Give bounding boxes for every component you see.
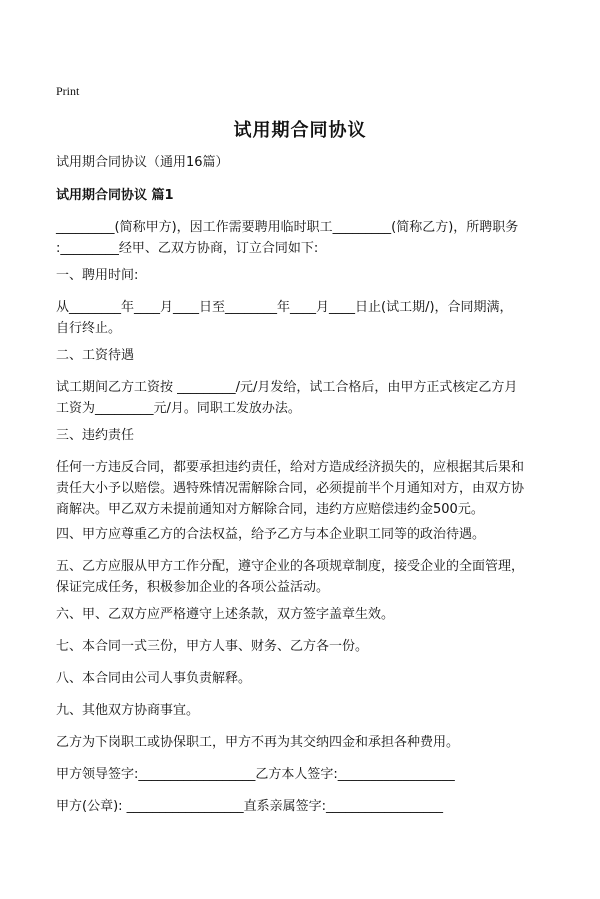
section-heading: 试用期合同协议 篇1 (56, 188, 174, 203)
note-paragraph: 乙方为下岗职工或协保职工，甲方不再为其交纳四金和承担各种费用。 (56, 735, 460, 750)
text-line: 工资为_________元/月。同职工发放办法。 (56, 401, 301, 416)
text-line: :_________经甲、乙双方协商，订立合同如下: (56, 241, 319, 256)
clause-5 (56, 556, 556, 598)
clause-6: 六、甲、乙双方应严格遵守上述条款，双方签字盖章生效。 (56, 607, 395, 622)
document-title: 试用期合同协议 (233, 120, 367, 141)
text-line: 试工期间乙方工资按 _________/元/月发给，试工合格后，由甲方正式核定乙方月 (56, 380, 518, 395)
wage-paragraph (56, 377, 556, 419)
clause-heading-2: 二、工资待遇 (56, 348, 135, 363)
clause-heading-3: 三、违约责任 (56, 428, 135, 443)
term-paragraph (56, 297, 556, 339)
signature-line-2: 甲方(公章): __________________直系亲属签字:__________________ (56, 799, 444, 814)
text-line: 五、乙方应服从甲方工作分配，遵守企业的各项规章制度，接受企业的全面管理， (56, 559, 525, 574)
clause-4: 四、甲方应尊重乙方的合法权益，给予乙方与本企业职工同等的政治待遇。 (56, 527, 486, 542)
breach-paragraph (56, 457, 556, 520)
clause-7: 七、本合同一式三份，甲方人事、财务、乙方各一份。 (56, 639, 369, 654)
text-line: 任何一方违反合同，都要承担违约责任，给对方造成经济损失的，应根据其后果和 (56, 460, 525, 475)
clause-8: 八、本合同由公司人事负责解释。 (56, 671, 252, 686)
text-line: 自行终止。 (56, 321, 122, 336)
text-line: 保证完成任务，积极参加企业的各项公益活动。 (56, 580, 330, 595)
print-link[interactable]: Print (56, 84, 80, 98)
clause-9: 九、其他双方协商事宜。 (56, 703, 200, 718)
document-subtitle: 试用期合同协议（通用16篇） (56, 155, 229, 170)
text-line: 从________年____月____日至________年____月____日止(试工期/)，合同期满， (56, 300, 513, 315)
text-line: 责任大小予以赔偿。遇特殊情况需解除合同，必须提前半个月通知对方，由双方协 (56, 481, 525, 496)
intro-paragraph (56, 217, 556, 259)
text-line: _________(简称甲方)，因工作需要聘用临时职工_________(简称乙方)，所聘职务 (56, 220, 519, 235)
clause-heading-1: 一、聘用时间: (56, 268, 139, 283)
signature-line-1: 甲方领导签字:__________________乙方本人签字:__________________ (56, 767, 455, 782)
text-line: 商解决。甲乙双方未提前通知对方解除合同，违约方应赔偿违约金500元。 (56, 502, 484, 517)
